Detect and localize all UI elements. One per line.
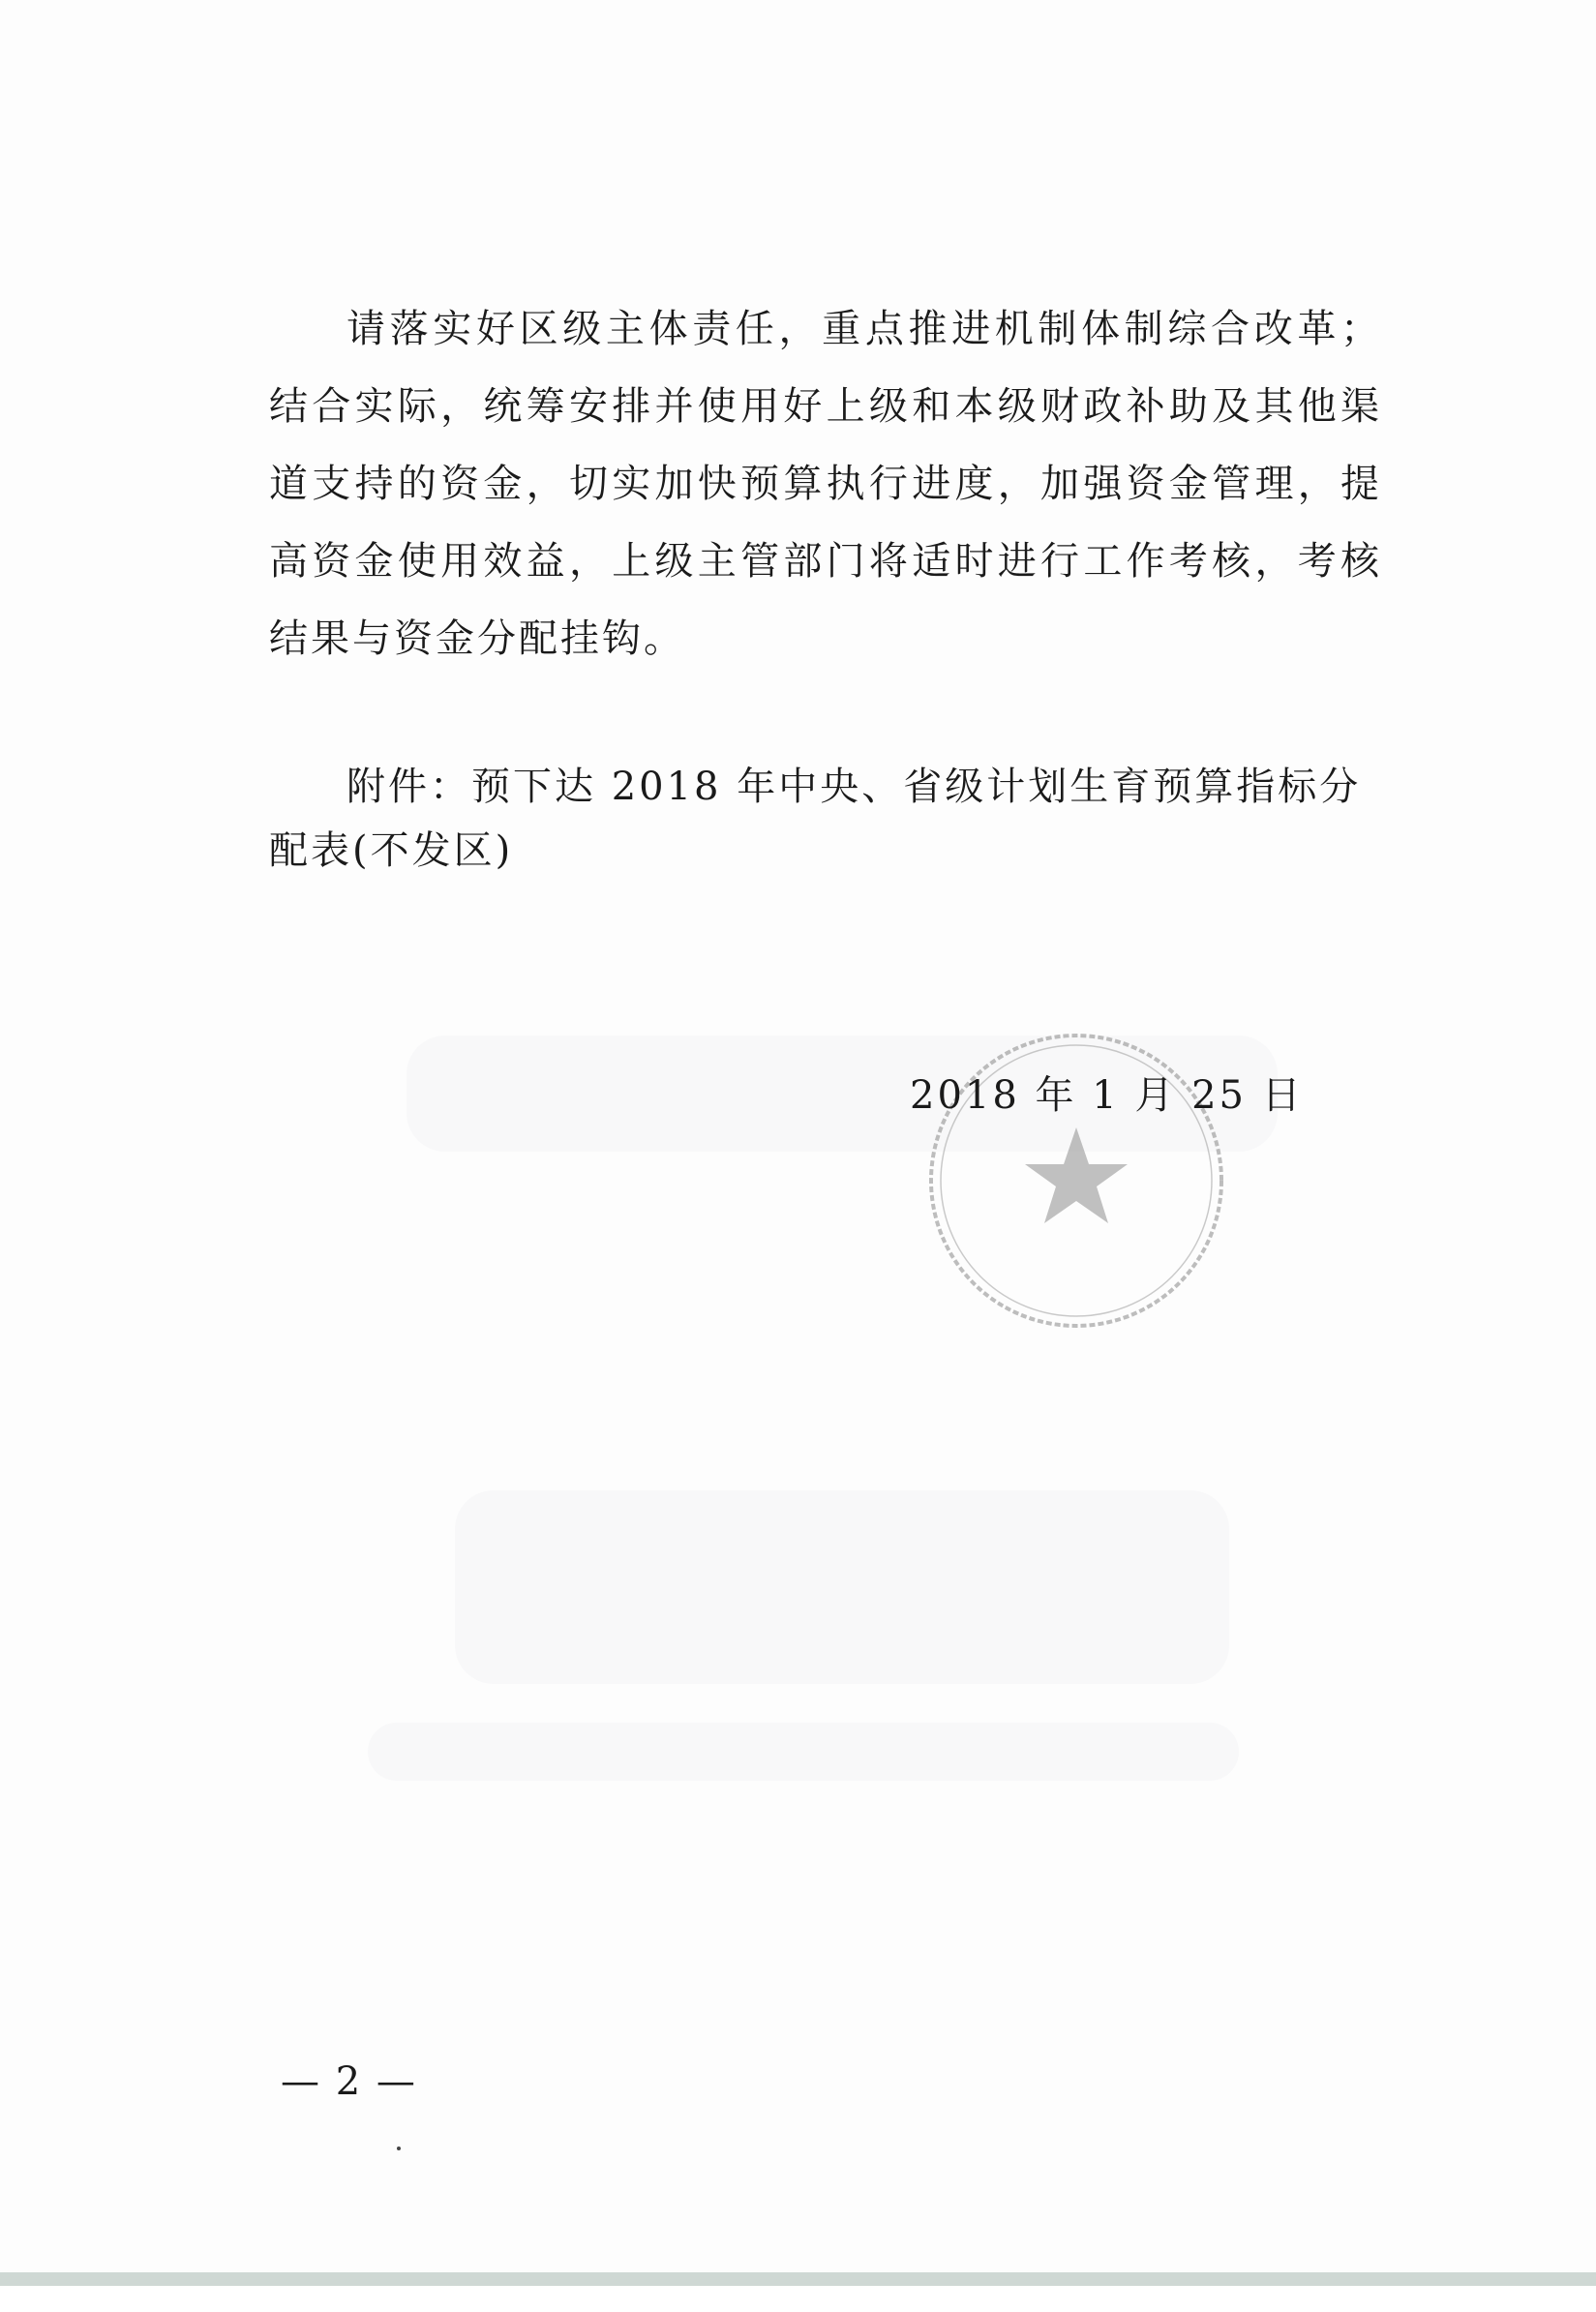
scan-speck	[397, 2147, 401, 2150]
page-number: — 2 —	[281, 2059, 417, 2104]
scan-margin	[0, 2286, 1596, 2312]
body-paragraph: 请落实好区级主体责任，重点推进机制体制综合改革；结合实际，统筹安排并使用好上级和本级财政补助及其他渠道支持的资金，切实加快预算执行进度，加强资金管理，提高资金使用效益，上级主管部门将适时进行工作考核，考核结果与资金分配挂钩。	[269, 307, 1382, 661]
attachment-line: 附件：预下达 2018 年中央、省级计划生育预算指标分配表(不发区)	[269, 765, 1362, 873]
issue-date: 2018 年 1 月 25 日	[910, 1073, 1304, 1118]
scan-bottom-edge	[0, 2272, 1596, 2286]
show-through-shading	[455, 1490, 1229, 1684]
show-through-shading	[368, 1723, 1239, 1781]
